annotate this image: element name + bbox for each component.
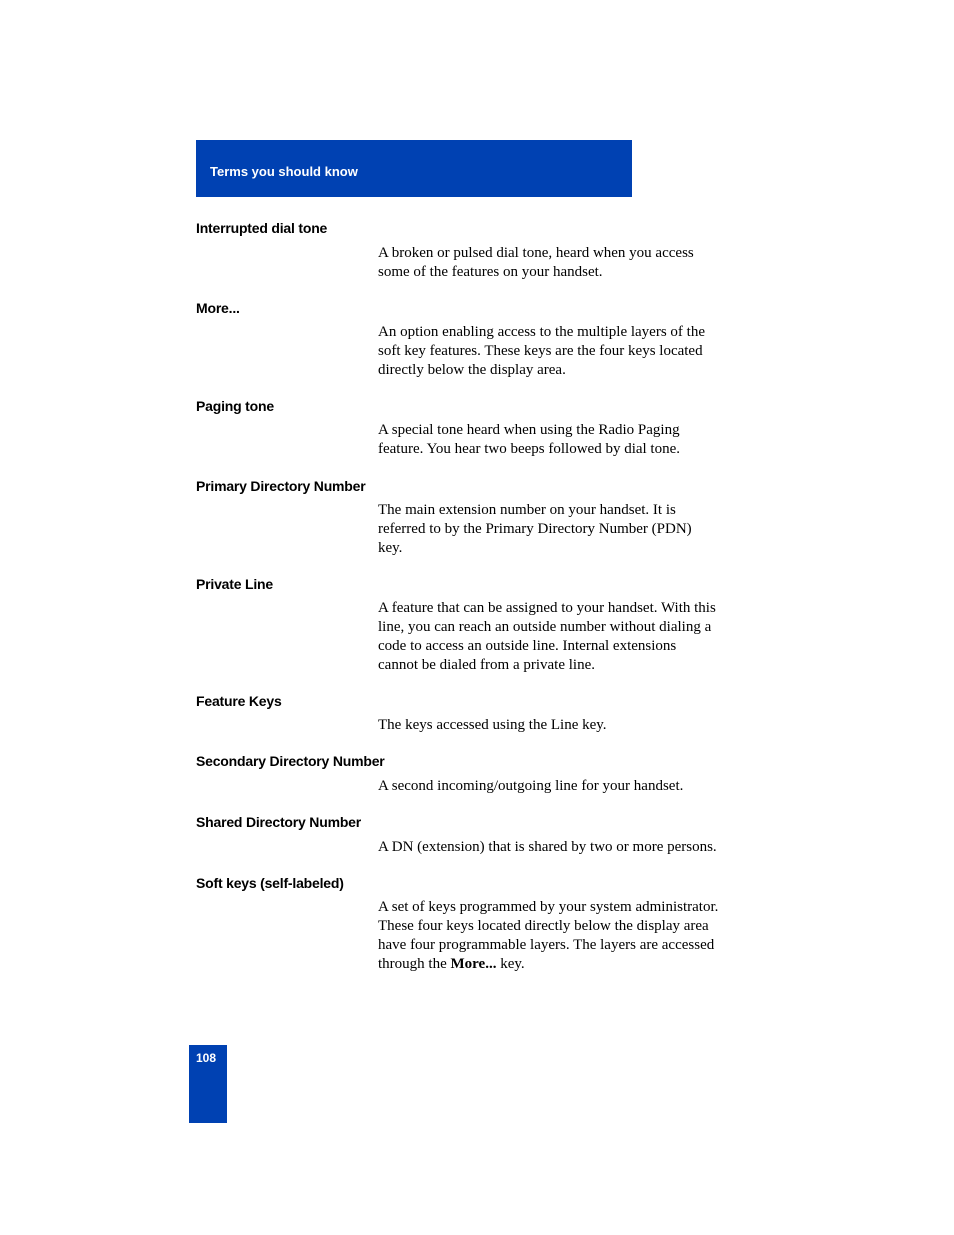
- definition-line-last: [378, 955, 738, 974]
- definition-line: key.: [378, 540, 403, 556]
- definition-line: The main extension number on your handset. It is: [378, 502, 676, 518]
- definition-primary-directory-number: [378, 501, 738, 558]
- term-shared-directory-number: Shared Directory Number: [196, 814, 362, 830]
- definition-line: The keys accessed using the Line key.: [378, 717, 607, 733]
- definition-line: A second incoming/outgoing line for your handset.: [378, 778, 684, 794]
- term-private-line: Private Line: [196, 576, 273, 592]
- definition-line: feature. You hear two beeps followed by dial tone.: [378, 441, 681, 457]
- definition-line: cannot be dialed from a private line.: [378, 657, 595, 673]
- definition-line: An option enabling access to the multiple layers of the: [378, 324, 705, 340]
- term-more: More...: [196, 300, 240, 316]
- more-key-reference: More...: [450, 956, 497, 972]
- definition-more: [378, 323, 738, 380]
- definition-line: some of the features on your handset.: [378, 264, 603, 280]
- term-feature-keys: Feature Keys: [196, 693, 282, 709]
- definition-line: A set of keys programmed by your system administrator.: [378, 899, 719, 915]
- definition-text: key.: [496, 956, 525, 972]
- definition-line: A DN (extension) that is shared by two or more persons.: [378, 839, 717, 855]
- definition-line: have four programmable layers. The layers are accessed: [378, 937, 715, 953]
- definition-line: soft key features. These keys are the four keys located: [378, 343, 703, 359]
- definition-line: line, you can reach an outside number without dialing a: [378, 619, 712, 635]
- page-section-title: Terms you should know: [210, 164, 358, 179]
- page-number: 108: [196, 1051, 217, 1065]
- definition-private-line: [378, 599, 738, 675]
- definition-line: referred to by the Primary Directory Number (PDN): [378, 521, 692, 537]
- definition-line: These four keys located directly below the display area: [378, 918, 709, 934]
- definition-line: A special tone heard when using the Radio Paging: [378, 422, 680, 438]
- header-banner: [196, 140, 632, 197]
- definition-line: code to access an outside line. Internal extensions: [378, 638, 677, 654]
- definition-text: through the: [378, 956, 451, 972]
- term-soft-keys: Soft keys (self-labeled): [196, 875, 344, 891]
- term-secondary-directory-number: Secondary Directory Number: [196, 753, 385, 769]
- term-interrupted-dial-tone: Interrupted dial tone: [196, 220, 328, 236]
- definition-interrupted-dial-tone: [378, 244, 738, 282]
- term-primary-directory-number: Primary Directory Number: [196, 478, 366, 494]
- definition-feature-keys: [378, 716, 738, 735]
- definition-line: A broken or pulsed dial tone, heard when you access: [378, 245, 694, 261]
- definition-line: A feature that can be assigned to your handset. With this: [378, 600, 716, 616]
- definition-paging-tone: [378, 421, 738, 459]
- definition-line: directly below the display area.: [378, 362, 566, 378]
- definition-shared-directory-number: [378, 838, 738, 857]
- definition-soft-keys: [378, 898, 738, 974]
- page-number-tab: [189, 1045, 227, 1123]
- definition-secondary-directory-number: [378, 777, 738, 796]
- term-paging-tone: Paging tone: [196, 398, 274, 414]
